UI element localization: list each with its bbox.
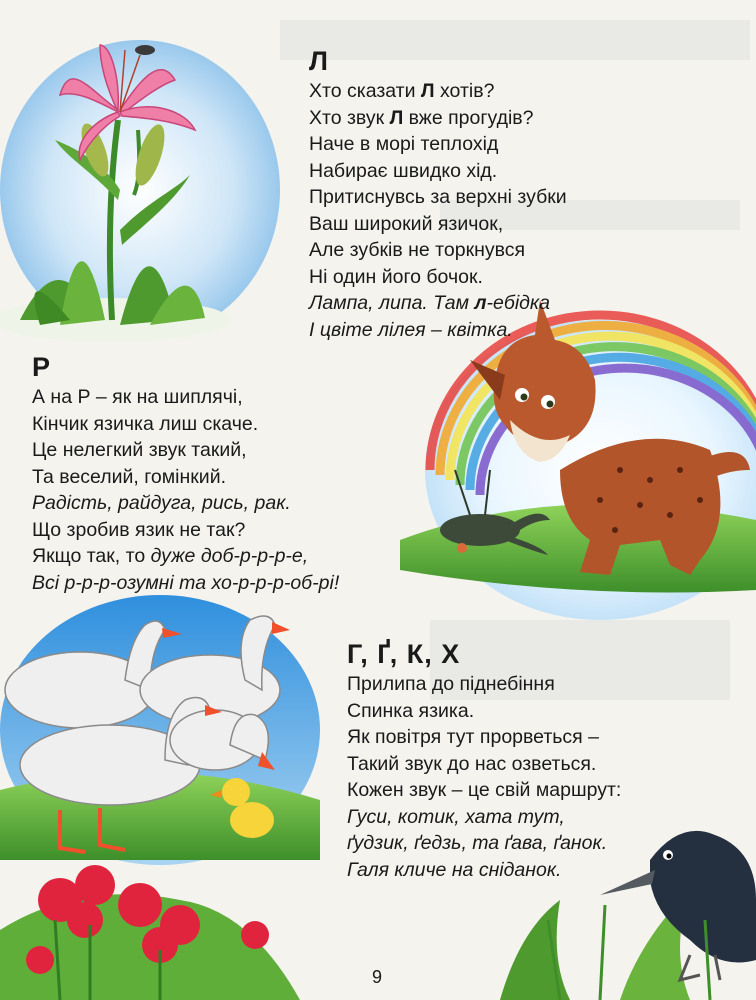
poem-g-line-8: Галя кличе на сніданок.	[347, 858, 562, 881]
poem-g-line-6: Гуси, котик, хата тут,	[347, 805, 565, 828]
poem-r-line-7: Якщо так, то дуже доб-р-р-р-е,	[32, 545, 309, 567]
poem-l-line-8: Ні один його бочок.	[309, 265, 483, 288]
poem-r-line-1: А на Р – як на шиплячі,	[32, 386, 243, 408]
poem-l-line-10: І цвіте лілея – квітка.	[309, 318, 513, 341]
poem-r-line-8: Всі р-р-р-озумні та хо-р-р-р-об-рі!	[32, 571, 340, 594]
poem-l-line-6: Ваш широкий язичок,	[309, 212, 504, 235]
poem-l-heading: Л	[309, 46, 329, 76]
poem-g-heading: Г, Ґ, К, Х	[347, 639, 461, 669]
poem-r-line-2: Кінчик язичка лиш скаче.	[32, 412, 259, 435]
poem-l-line-4: Набирає швидко хід.	[309, 159, 498, 182]
poem-r-line-5: Радість, райдуга, рись, рак.	[32, 492, 291, 514]
poem-l-line-2: Хто звук Л вже прогудів?	[309, 106, 534, 129]
poem-g-line-2: Спинка язика.	[347, 699, 475, 722]
poem-l-line-9: Лампа, липа. Там л-ебідка	[309, 292, 550, 314]
poem-g	[347, 637, 621, 883]
rainbow-scene	[400, 300, 756, 620]
poem-l-line-3: Наче в морі теплохід	[309, 133, 499, 155]
lily-illustration	[0, 40, 280, 342]
poem-r-line-6: Що зробив язик не так?	[32, 518, 246, 541]
poem-r-line-3: Це нелегкий звук такий,	[32, 439, 247, 461]
poem-l-line-5: Притиснувсь за верхні зубки	[309, 186, 567, 208]
poem-g-line-5: Кожен звук – це свій маршрут:	[347, 779, 622, 801]
poem-l-line-1: Хто сказати Л хотів?	[309, 80, 495, 102]
poem-l-line-7: Але зубків не торкнувся	[309, 239, 526, 261]
geese-illustration	[0, 595, 320, 865]
page-number: 9	[372, 967, 383, 987]
poem-r-line-4: Та веселий, гомінкий.	[32, 465, 227, 488]
poem-r-heading: Р	[32, 352, 52, 382]
poem-l	[309, 44, 567, 343]
poem-g-line-7: ґудзик, ґедзь, та ґава, ґанок.	[347, 832, 608, 854]
poem-g-line-1: Прилипа до піднебіння	[347, 673, 555, 695]
poem-g-line-4: Такий звук до нас озветься.	[347, 752, 597, 775]
poem-r	[32, 350, 339, 596]
bee-icon	[135, 45, 155, 55]
poem-g-line-3: Як повітря тут прорветься –	[347, 726, 600, 748]
geranium-illustration	[0, 865, 300, 1000]
